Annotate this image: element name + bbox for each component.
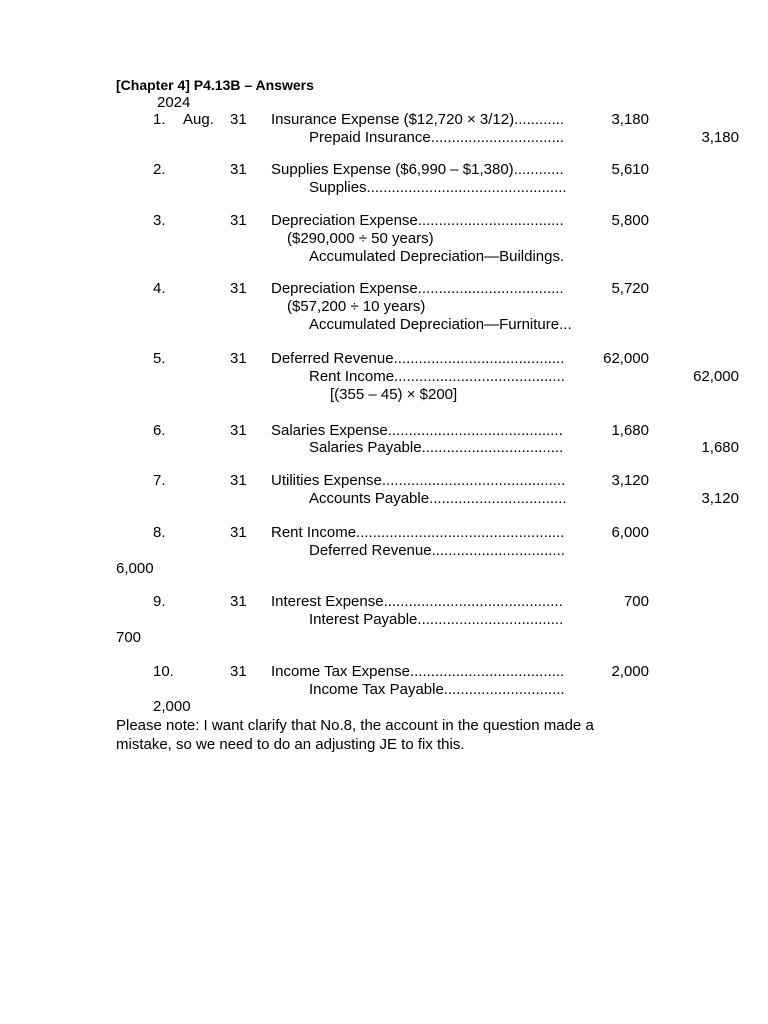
entry-number: 3. xyxy=(153,212,166,229)
credit-account: Interest Payable................................... xyxy=(309,611,564,628)
debit-amount: 3,180 xyxy=(611,111,649,128)
entry-number: 6. xyxy=(153,422,166,439)
entry-day: 31 xyxy=(230,472,247,489)
credit-amount: 1,680 xyxy=(701,439,739,456)
debit-amount: 1,680 xyxy=(611,422,649,439)
entry-number: 2. xyxy=(153,161,166,178)
entry-number: 1. xyxy=(153,111,166,128)
entry-day: 31 xyxy=(230,663,247,680)
credit-account: Supplies................................................ xyxy=(309,179,567,196)
entry-day: 31 xyxy=(230,212,247,229)
debit-account: Deferred Revenue......................................... xyxy=(271,350,565,367)
entry-number: 4. xyxy=(153,280,166,297)
credit-account: Income Tax Payable............................. xyxy=(309,681,565,698)
entry-day: 31 xyxy=(230,422,247,439)
entry-explanation: ($290,000 ÷ 50 years) xyxy=(287,230,434,247)
debit-account: Insurance Expense ($12,720 × 3/12)............ xyxy=(271,111,565,128)
debit-amount: 2,000 xyxy=(611,663,649,680)
entry-day: 31 xyxy=(230,524,247,541)
debit-amount: 5,610 xyxy=(611,161,649,178)
credit-amount: 3,120 xyxy=(701,490,739,507)
credit-amount: 3,180 xyxy=(701,129,739,146)
debit-account: Supplies Expense ($6,990 – $1,380)............ xyxy=(271,161,564,178)
credit-account: Accounts Payable................................. xyxy=(309,490,567,507)
debit-account: Depreciation Expense................................... xyxy=(271,212,564,229)
credit-account: Salaries Payable.................................. xyxy=(309,439,564,456)
debit-account: Salaries Expense.......................................... xyxy=(271,422,563,439)
debit-amount: 5,800 xyxy=(611,212,649,229)
entry-number: 8. xyxy=(153,524,166,541)
entry-day: 31 xyxy=(230,111,247,128)
debit-amount: 6,000 xyxy=(611,524,649,541)
entry-day: 31 xyxy=(230,161,247,178)
entry-day: 31 xyxy=(230,593,247,610)
credit-account: Prepaid Insurance................................ xyxy=(309,129,565,146)
entry-day: 31 xyxy=(230,280,247,297)
year-label: 2024 xyxy=(157,94,191,111)
entry-explanation: [(355 – 45) × $200] xyxy=(330,386,458,403)
credit-account: Accumulated Depreciation—Buildings. xyxy=(309,248,565,265)
entry-number: 9. xyxy=(153,593,166,610)
debit-account: Utilities Expense............................................ xyxy=(271,472,566,489)
entry-number: 10. xyxy=(153,663,174,680)
credit-amount: 62,000 xyxy=(693,368,739,385)
credit-amount: 6,000 xyxy=(116,560,154,577)
credit-account: Accumulated Depreciation—Furniture... xyxy=(309,316,572,333)
page-title: [Chapter 4] P4.13B – Answers xyxy=(116,77,314,93)
debit-amount: 3,120 xyxy=(611,472,649,489)
entry-number: 7. xyxy=(153,472,166,489)
entry-day: 31 xyxy=(230,350,247,367)
credit-amount: 700 xyxy=(116,629,142,646)
note-paragraph: Please note: I want clarify that No.8, the account in the question made a mistake, so we need to do an adjusting JE to fix this. xyxy=(116,717,594,753)
debit-account: Interest Expense........................................... xyxy=(271,593,563,610)
entry-number: 5. xyxy=(153,350,166,367)
credit-amount: 2,000 xyxy=(153,698,191,715)
credit-account: Deferred Revenue................................ xyxy=(309,542,565,559)
debit-amount: 5,720 xyxy=(611,280,649,297)
credit-account: Rent Income......................................... xyxy=(309,368,565,385)
entry-explanation: ($57,200 ÷ 10 years) xyxy=(287,298,426,315)
entry-month: Aug. xyxy=(183,111,214,128)
debit-amount: 700 xyxy=(623,593,649,610)
debit-account: Depreciation Expense................................... xyxy=(271,280,564,297)
debit-account: Income Tax Expense..................................... xyxy=(271,663,565,680)
debit-amount: 62,000 xyxy=(603,350,649,367)
debit-account: Rent Income.................................................. xyxy=(271,524,565,541)
